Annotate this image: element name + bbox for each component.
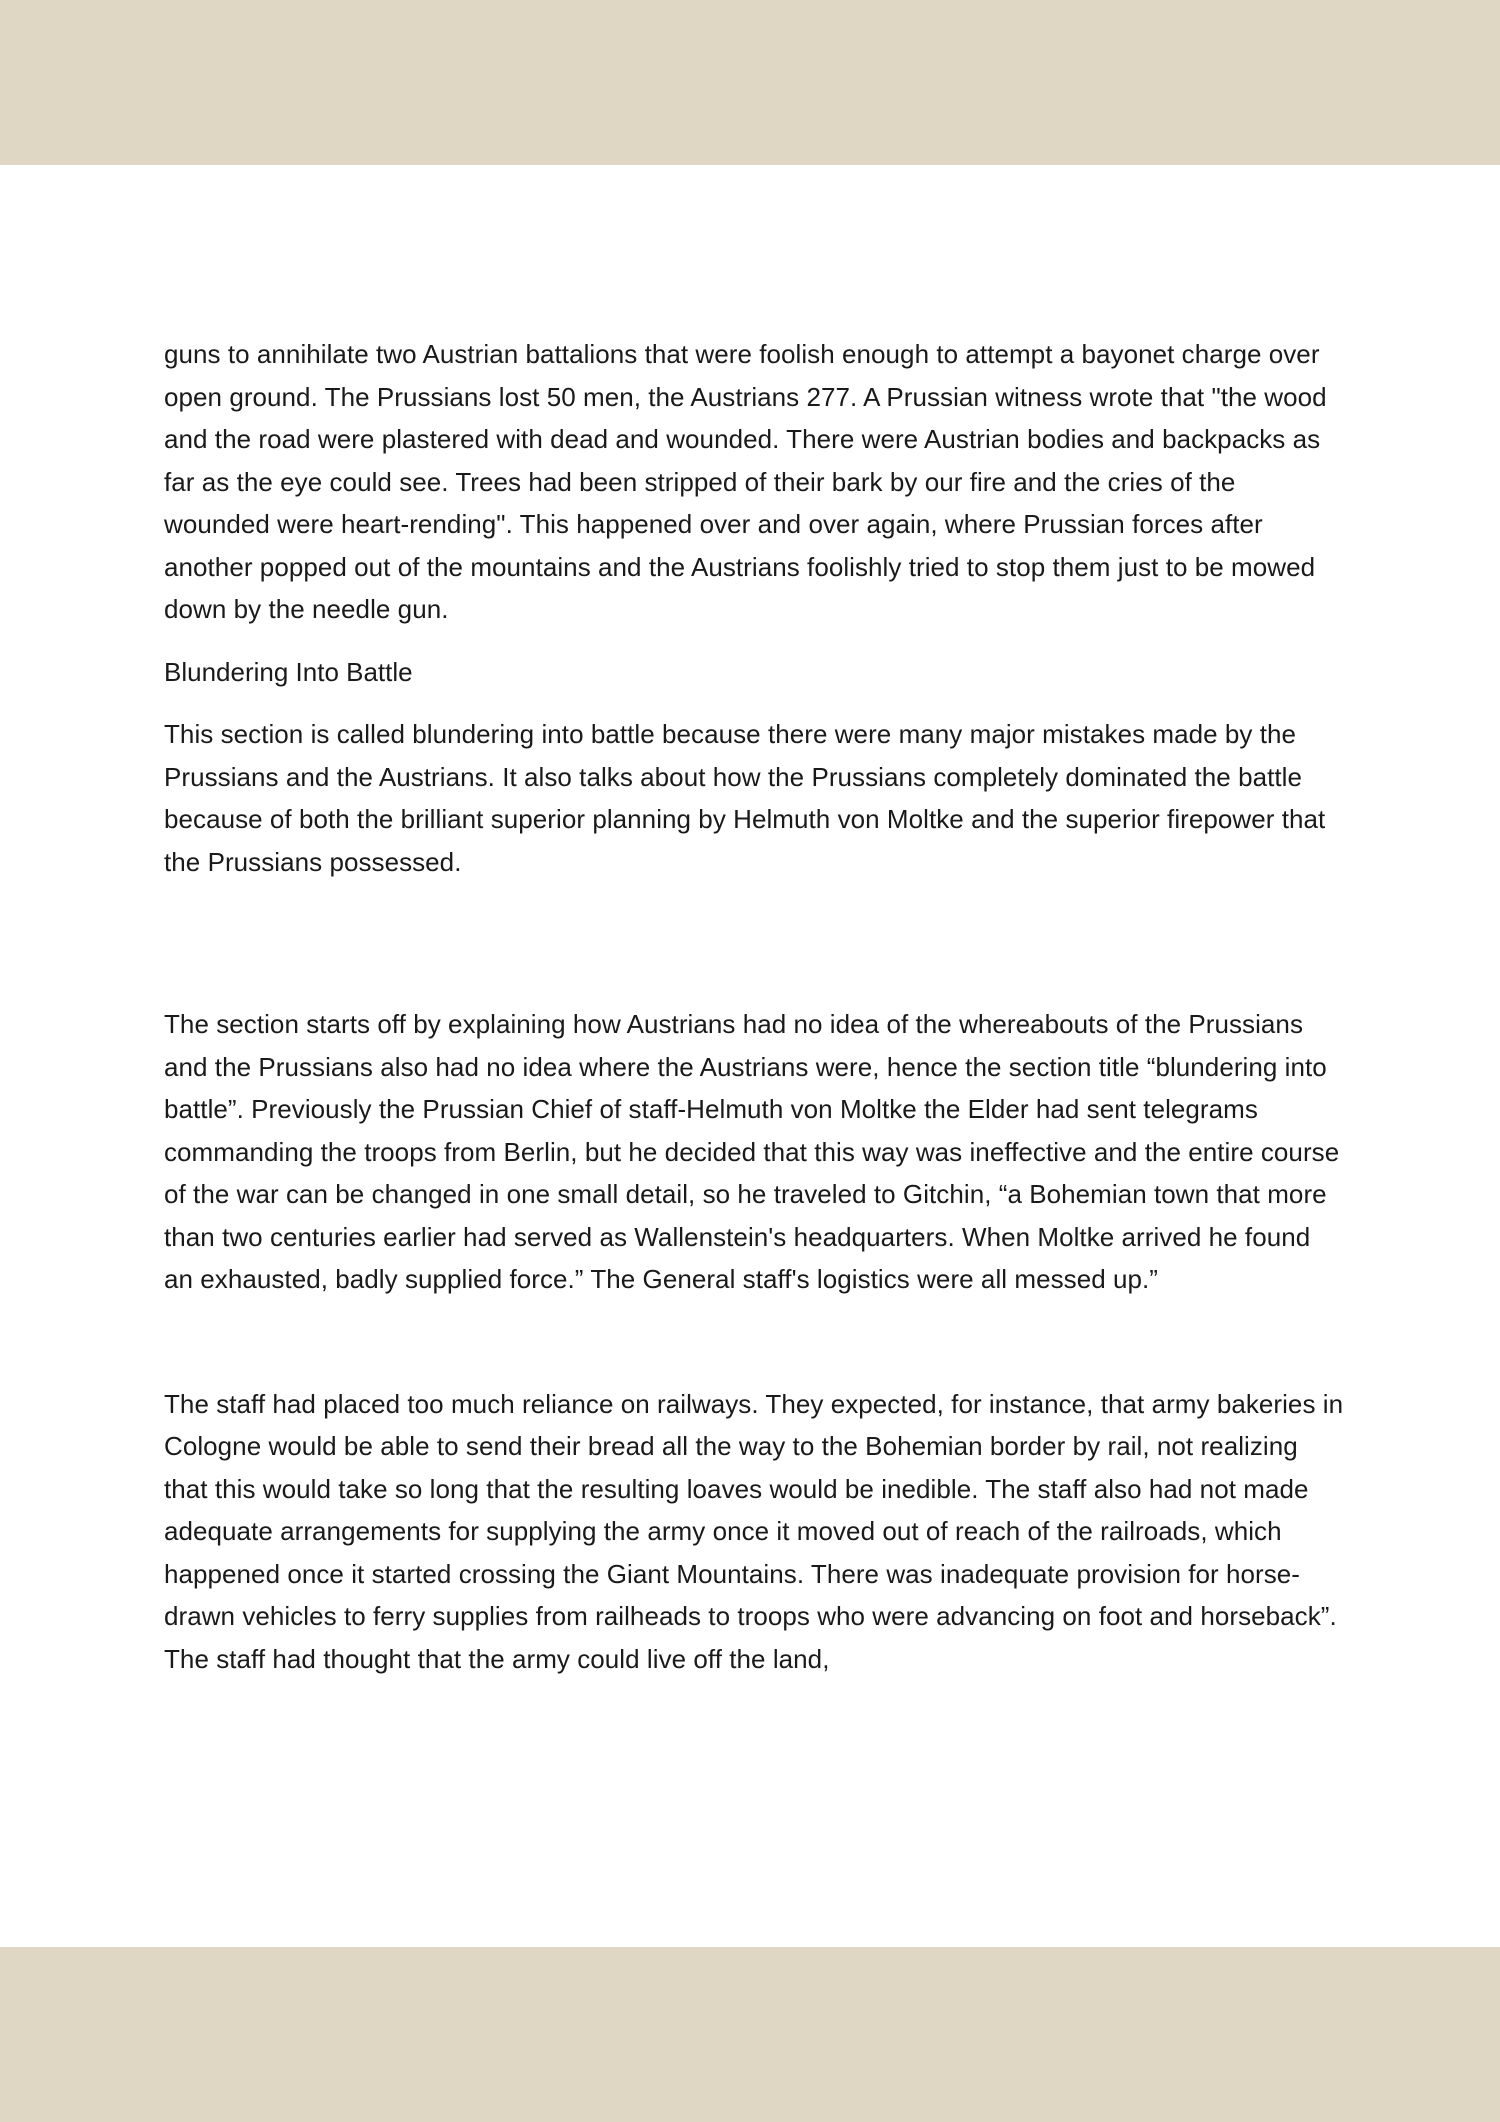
paragraph-section-intro: This section is called blundering into battle because there were many major mistakes made by the Prussians and the Austrians. It also talks about how the Prussians completely dominated the battle because of both the brilliant superior planning by Helmuth von Moltke and the superior firepower that the Prussians possessed. — [164, 719, 1326, 877]
page-footer-band — [0, 1947, 1500, 2122]
page-header-band — [0, 0, 1500, 165]
paragraph-moltke: The section starts off by explaining how Austrians had no idea of the whereabouts of the Prussians and the Prussians also had no idea where the Austrians were, hence the section title “blundering into battle”. Previously the Prussian Chief of staff-Helmuth von Moltke the Elder had sent telegrams commanding the troops from Berlin, but he decided that this way was ineffective and the entire course of the war can be changed in one small detail, so he traveled to Gitchin, “a Bohemian town that more than two centuries earlier had served as Wallenstein's headquarters. When Moltke arrived he found an exhausted, badly supplied force.” The General staff's logistics were all messed up.” — [164, 1009, 1340, 1294]
paragraph-logistics: The staff had placed too much reliance on railways. They expected, for instance, that army bakeries in Cologne would be able to send their bread all the way to the Bohemian border by rail, not realizing that this would take so long that the resulting loaves would be inedible. The staff also had not made adequate arrangements for supplying the army once it moved out of reach of the railroads, which happened once it started crossing the Giant Mountains. There was inadequate provision for horse-drawn vehicles to ferry supplies from railheads to troops who were advancing on foot and horseback”. The staff had thought that the army could live off the land, — [164, 1388, 1344, 1674]
section-heading: Blundering Into Battle — [164, 656, 413, 687]
document-body — [164, 333, 1344, 1680]
paragraph-casualties: guns to annihilate two Austrian battalions that were foolish enough to attempt a bayonet charge over open ground. The Prussians lost 50 men, the Austrians 277. A Prussian witness wrote that "the wood and the road were plastered with dead and wounded. There were Austrian bodies and backpacks as far as the eye could see. Trees had been stripped of their bark by our fire and the cries of the wounded were heart-rending". This happened over and over again, where Prussian forces after another popped out of the mountains and the Austrians foolishly tried to stop them just to be mowed down by the needle gun. — [164, 339, 1327, 624]
